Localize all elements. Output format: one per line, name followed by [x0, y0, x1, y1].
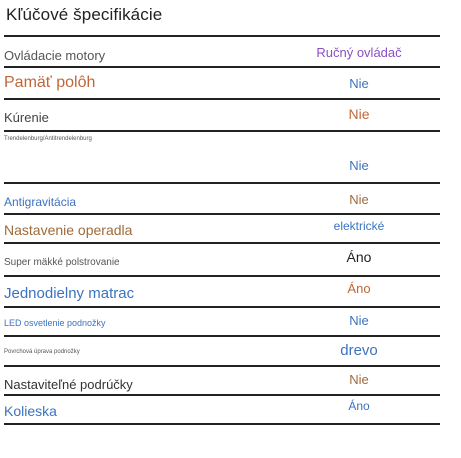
spec-label: Antigravitácia: [4, 195, 77, 209]
spec-value: Áno: [348, 399, 370, 413]
spec-row-backrest: [4, 215, 440, 244]
spec-label: Trendelenburg/Antitrendelenburg: [4, 136, 92, 142]
spec-value: Áno: [346, 249, 372, 265]
spec-label: LED osvetlenie podnožky: [4, 318, 106, 328]
spec-value: Nie: [349, 76, 369, 91]
spec-label: Nastavenie operadla: [4, 222, 133, 238]
spec-row-heating: [4, 100, 440, 132]
spec-row-led: [4, 308, 440, 337]
spec-row-motors: [4, 37, 440, 68]
spec-row-memory: [4, 68, 440, 100]
spec-value: elektrické: [333, 219, 385, 233]
spec-value: Ručný ovládač: [316, 45, 402, 60]
spec-label: Jednodielny matrac: [4, 285, 135, 302]
spec-row-armrests: [4, 367, 440, 396]
spec-row-padding: [4, 244, 440, 277]
spec-value: Nie: [349, 158, 369, 173]
spec-row-finish: [4, 337, 440, 367]
spec-value: Nie: [349, 313, 369, 328]
spec-label: Ovládacie motory: [4, 48, 106, 63]
spec-row-mattress: [4, 277, 440, 308]
page-title: Kľúčové špecifikácie: [6, 5, 163, 24]
spec-label: Kúrenie: [4, 110, 49, 125]
spec-row-wheels: [4, 396, 440, 425]
spec-row-antigravity: [4, 184, 440, 215]
spec-value: Nie: [349, 192, 369, 207]
spec-label: Super mäkké polstrovanie: [4, 257, 120, 268]
spec-value: Nie: [348, 106, 370, 122]
spec-label: Nastaviteľné podrúčky: [4, 377, 133, 392]
spec-label: Kolieska: [4, 403, 57, 419]
specs-table: [4, 35, 440, 425]
spec-row-trendelenburg: [4, 132, 440, 184]
spec-label: Povrchová úprava podnožky: [4, 349, 80, 355]
spec-value: Nie: [349, 372, 369, 387]
spec-value: Áno: [347, 281, 371, 296]
spec-label: Pamäť polôh: [4, 74, 96, 91]
spec-value: drevo: [340, 342, 378, 359]
